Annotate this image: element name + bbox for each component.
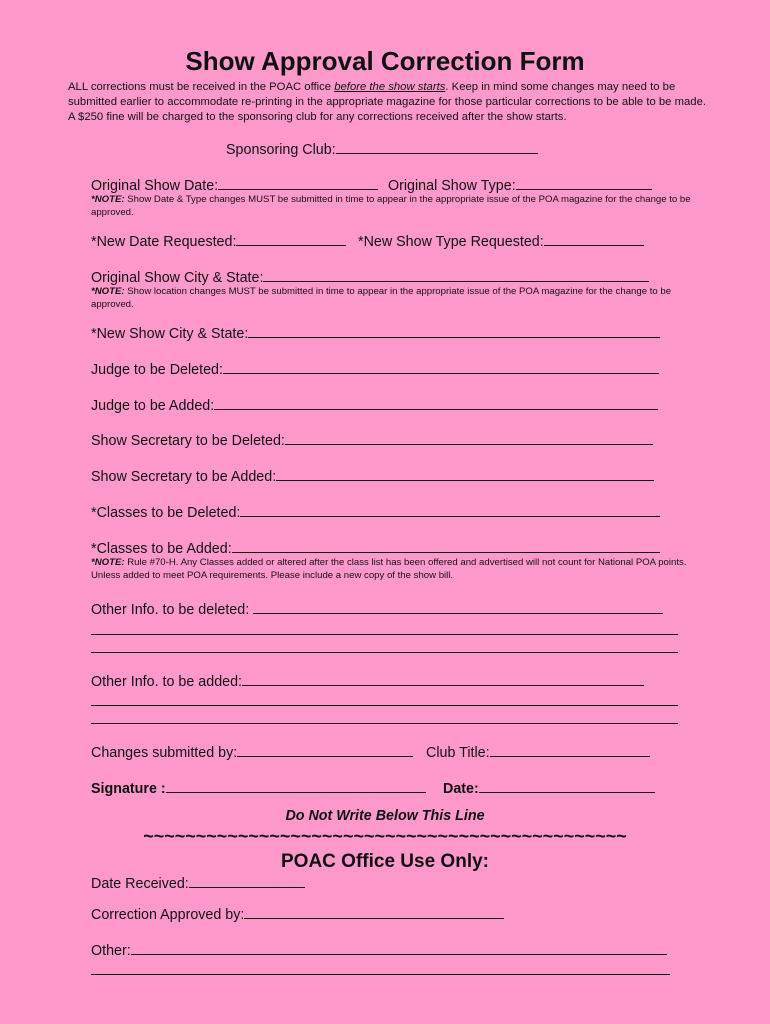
intro-emphasis: before the show starts bbox=[334, 81, 446, 93]
office-use-heading: POAC Office Use Only: bbox=[281, 851, 489, 872]
original-city-state-field[interactable] bbox=[91, 268, 649, 286]
new-show-type-label: *New Show Type Requested: bbox=[358, 234, 544, 250]
sponsoring-club-label: Sponsoring Club: bbox=[226, 142, 336, 158]
new-date-label: *New Date Requested: bbox=[91, 234, 237, 250]
judge-added-field[interactable] bbox=[91, 396, 658, 414]
signature-blank[interactable] bbox=[166, 779, 426, 793]
date-field[interactable] bbox=[443, 779, 655, 797]
classes-deleted-blank[interactable] bbox=[240, 503, 660, 517]
office-other-field[interactable] bbox=[91, 941, 667, 959]
note-classes bbox=[91, 556, 691, 582]
other-deleted-blank[interactable] bbox=[253, 600, 663, 614]
changes-submitted-label: Changes submitted by: bbox=[91, 745, 238, 761]
judge-added-label: Judge to be Added: bbox=[91, 398, 215, 414]
original-show-type-field[interactable] bbox=[388, 176, 652, 194]
other-deleted-field[interactable] bbox=[91, 600, 663, 618]
judge-added-blank[interactable] bbox=[214, 396, 658, 410]
intro-paragraph bbox=[68, 80, 708, 124]
other-added-label: Other Info. to be added: bbox=[91, 674, 243, 690]
intro-text-2: . Keep in mind some changes may need to be submitted earlier to accommodate re-printing in the appropriate magazine for those particular corrections to be able to be made. A $250 fine will be charged to the sponsoring club for any corrections received after the show starts. bbox=[68, 81, 706, 123]
original-show-type-blank[interactable] bbox=[516, 176, 652, 190]
secretary-deleted-label: Show Secretary to be Deleted: bbox=[91, 433, 285, 449]
correction-approved-blank[interactable] bbox=[244, 905, 504, 919]
sponsoring-club-blank[interactable] bbox=[336, 140, 538, 154]
note-date-type bbox=[91, 193, 711, 219]
secretary-added-field[interactable] bbox=[91, 467, 654, 485]
date-blank[interactable] bbox=[479, 779, 655, 793]
note-classes-text: Rule #70-H. Any Classes added or altered after the class list has been offered and advertised will not count for National POA points. Unless added to meet POA requirements. Please include a new copy of the show bill. bbox=[91, 557, 687, 581]
changes-submitted-field[interactable] bbox=[91, 743, 413, 761]
other-deleted-label: Other Info. to be deleted: bbox=[91, 602, 250, 618]
classes-added-blank[interactable] bbox=[232, 539, 660, 553]
original-city-state-blank[interactable] bbox=[263, 268, 649, 282]
original-show-date-blank[interactable] bbox=[218, 176, 378, 190]
new-city-state-blank[interactable] bbox=[248, 324, 660, 338]
note-location bbox=[91, 285, 711, 311]
date-label: Date: bbox=[443, 781, 479, 797]
changes-submitted-blank[interactable] bbox=[237, 743, 413, 757]
original-show-type-label: Original Show Type: bbox=[388, 178, 516, 194]
new-date-field[interactable] bbox=[91, 232, 346, 250]
office-other-blank[interactable] bbox=[131, 941, 667, 955]
judge-deleted-field[interactable] bbox=[91, 360, 659, 378]
classes-deleted-field[interactable] bbox=[91, 503, 660, 521]
club-title-field[interactable] bbox=[426, 743, 650, 761]
new-show-type-blank[interactable] bbox=[544, 232, 644, 246]
do-not-write-notice: Do Not Write Below This Line bbox=[285, 808, 485, 824]
other-added-line-3[interactable] bbox=[91, 723, 678, 724]
sponsoring-club-field[interactable] bbox=[226, 140, 538, 158]
original-city-state-label: Original Show City & State: bbox=[91, 270, 264, 286]
date-received-label: Date Received: bbox=[91, 876, 189, 892]
original-show-date-field[interactable] bbox=[91, 176, 378, 194]
form-title: Show Approval Correction Form bbox=[185, 46, 585, 76]
other-added-line-2[interactable] bbox=[91, 705, 678, 706]
signature-field[interactable] bbox=[91, 779, 426, 797]
note-date-type-text: Show Date & Type changes MUST be submitted in time to appear in the appropriate issue of the POA magazine for the change to be approved. bbox=[91, 194, 691, 218]
other-deleted-line-3[interactable] bbox=[91, 652, 678, 653]
club-title-blank[interactable] bbox=[490, 743, 650, 757]
note-label: *NOTE: bbox=[91, 194, 125, 205]
note-label: *NOTE: bbox=[91, 286, 125, 297]
correction-approved-field[interactable] bbox=[91, 905, 504, 923]
new-city-state-label: *New Show City & State: bbox=[91, 326, 249, 342]
club-title-label: Club Title: bbox=[426, 745, 490, 761]
other-added-blank[interactable] bbox=[242, 672, 644, 686]
other-added-field[interactable] bbox=[91, 672, 644, 690]
date-received-blank[interactable] bbox=[189, 874, 305, 888]
date-received-field[interactable] bbox=[91, 874, 305, 892]
other-deleted-line-2[interactable] bbox=[91, 634, 678, 635]
note-label: *NOTE: bbox=[91, 557, 125, 568]
intro-text-1: ALL corrections must be received in the POAC office bbox=[68, 81, 335, 93]
judge-deleted-blank[interactable] bbox=[223, 360, 659, 374]
office-other-label: Other: bbox=[91, 943, 131, 959]
secretary-deleted-field[interactable] bbox=[91, 431, 653, 449]
secretary-added-blank[interactable] bbox=[276, 467, 654, 481]
tilde-divider: ~~~~~~~~~~~~~~~~~~~~~~~~~~~~~~~~~~~~~~~~~~~~~~ bbox=[143, 826, 627, 846]
classes-added-label: *Classes to be Added: bbox=[91, 541, 232, 557]
note-location-text: Show location changes MUST be submitted in time to appear in the appropriate issue of the POA magazine for the change to be approved. bbox=[91, 286, 672, 310]
classes-added-field[interactable] bbox=[91, 539, 660, 557]
judge-deleted-label: Judge to be Deleted: bbox=[91, 362, 223, 378]
signature-label: Signature : bbox=[91, 781, 166, 797]
original-show-date-label: Original Show Date: bbox=[91, 178, 219, 194]
new-date-blank[interactable] bbox=[236, 232, 346, 246]
secretary-deleted-blank[interactable] bbox=[285, 431, 653, 445]
new-show-type-field[interactable] bbox=[358, 232, 644, 250]
classes-deleted-label: *Classes to be Deleted: bbox=[91, 505, 241, 521]
secretary-added-label: Show Secretary to be Added: bbox=[91, 469, 277, 485]
office-other-line-2[interactable] bbox=[91, 974, 670, 975]
new-city-state-field[interactable] bbox=[91, 324, 660, 342]
correction-approved-label: Correction Approved by: bbox=[91, 907, 245, 923]
